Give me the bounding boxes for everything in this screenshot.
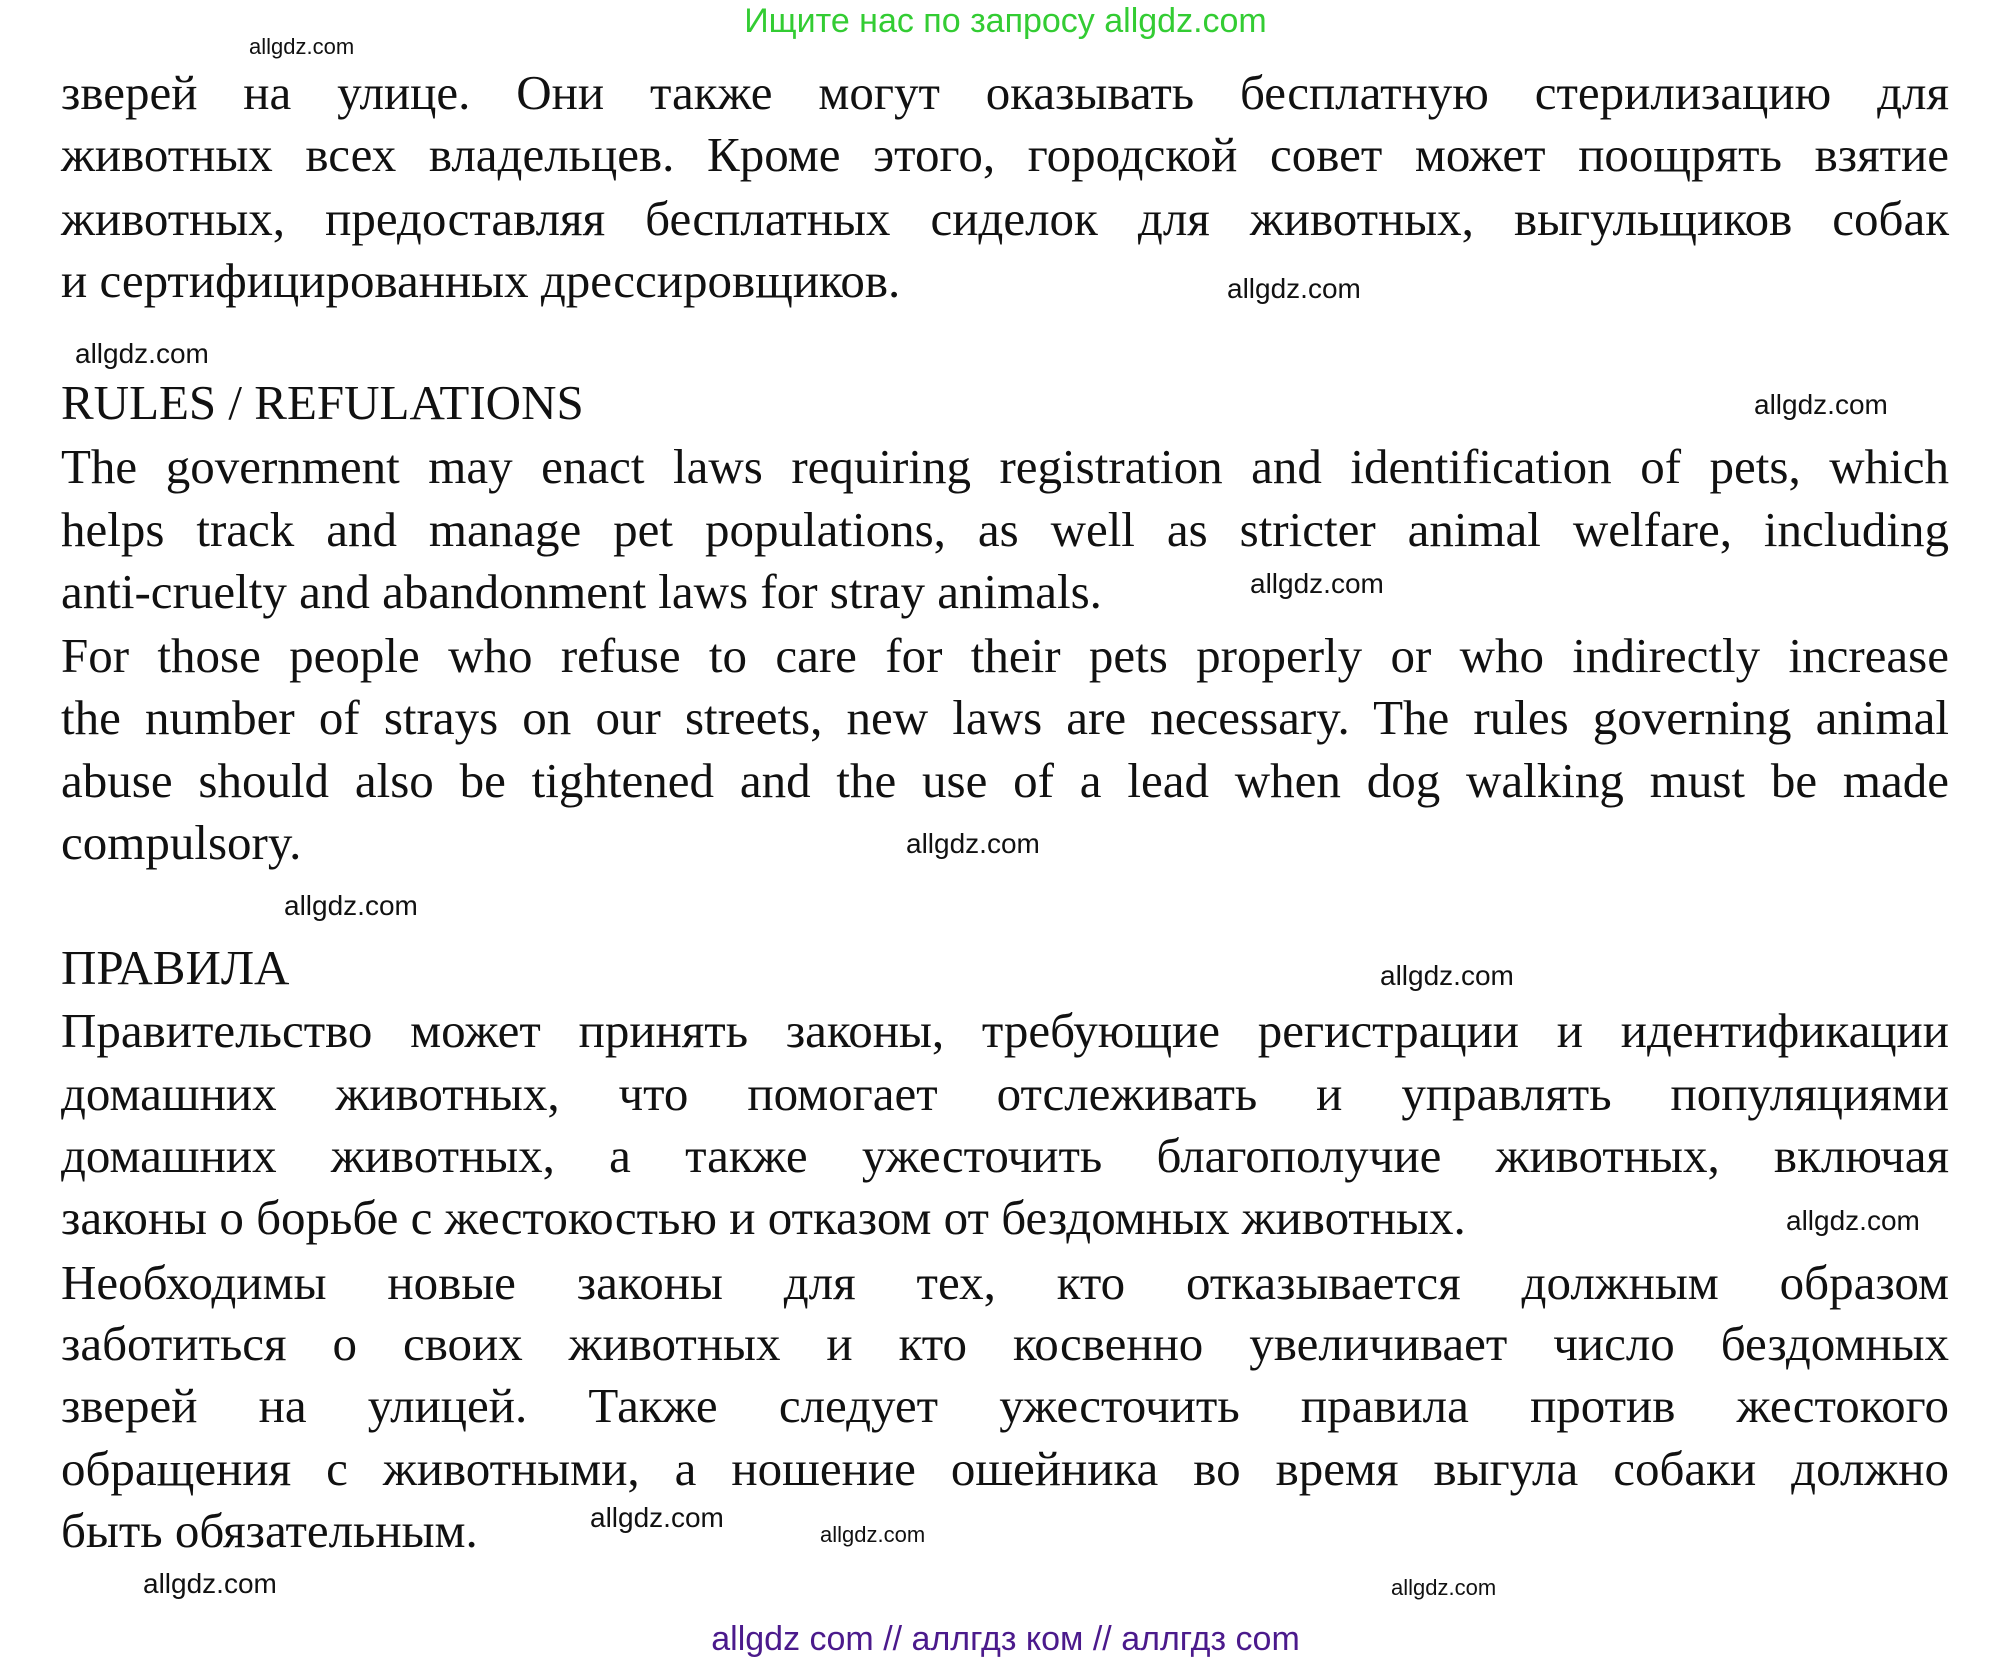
text-line: законы о борьбе с жестокостью и отказом от бездомных животных.	[61, 1190, 1466, 1245]
section-heading: RULES / REFULATIONS	[61, 375, 584, 430]
watermark: allgdz.com	[1754, 389, 1888, 420]
watermark: allgdz.com	[590, 1502, 724, 1533]
text-line: животных всех владельцев. Кроме этого, городской совет может поощрять взятие	[61, 127, 1949, 182]
search-banner: Ищите нас по запросу allgdz.com	[744, 2, 1267, 40]
watermark: allgdz.com	[1786, 1205, 1920, 1236]
text-line: быть обязательным.	[61, 1503, 478, 1558]
watermark: allgdz.com	[249, 34, 355, 59]
text-line: The government may enact laws requiring registration and identification of pets, which	[61, 439, 1949, 494]
text-line: Необходимы новые законы для тех, кто отказывается должным образом	[61, 1255, 1949, 1310]
watermark: allgdz.com	[906, 828, 1040, 859]
section-heading: ПРАВИЛА	[61, 940, 290, 995]
text-line: зверей на улице. Они также могут оказывать бесплатную стерилизацию для	[61, 65, 1949, 120]
text-line: abuse should also be tightened and the use of a lead when dog walking must be made	[61, 753, 1949, 808]
watermark: allgdz.com	[1227, 273, 1361, 304]
text-line: и сертифицированных дрессировщиков.	[61, 253, 901, 308]
text-line: helps track and manage pet populations, as well as stricter animal welfare, including	[61, 502, 1949, 557]
watermark: allgdz.com	[1391, 1575, 1497, 1600]
text-line: домашних животных, а также ужесточить благополучие животных, включая	[61, 1128, 1949, 1183]
watermark: allgdz.com	[1380, 960, 1514, 991]
watermark: allgdz.com	[1250, 568, 1384, 599]
watermark: allgdz.com	[820, 1522, 926, 1547]
text-line: compulsory.	[61, 815, 302, 870]
text-line: anti-cruelty and abandonment laws for stray animals.	[61, 564, 1102, 619]
watermark: allgdz.com	[75, 338, 209, 369]
footer-links: allgdz com // аллгдз ком // аллгдз com	[711, 1620, 1300, 1658]
text-line: For those people who refuse to care for their pets properly or who indirectly increase	[61, 628, 1949, 683]
text-line: the number of strays on our streets, new laws are necessary. The rules governing animal	[61, 690, 1949, 745]
text-line: зверей на улицей. Также следует ужесточить правила против жестокого	[61, 1378, 1949, 1433]
text-line: животных, предоставляя бесплатных сиделок для животных, выгульщиков собак	[61, 191, 1949, 246]
watermark: allgdz.com	[143, 1568, 277, 1599]
text-line: обращения с животными, а ношение ошейника во время выгула собаки должно	[61, 1441, 1949, 1496]
watermark: allgdz.com	[284, 890, 418, 921]
text-line: заботиться о своих животных и кто косвенно увеличивает число бездомных	[61, 1316, 1949, 1371]
text-line: Правительство может принять законы, требующие регистрации и идентификации	[61, 1003, 1949, 1058]
text-line: домашних животных, что помогает отслеживать и управлять популяциями	[61, 1066, 1949, 1121]
